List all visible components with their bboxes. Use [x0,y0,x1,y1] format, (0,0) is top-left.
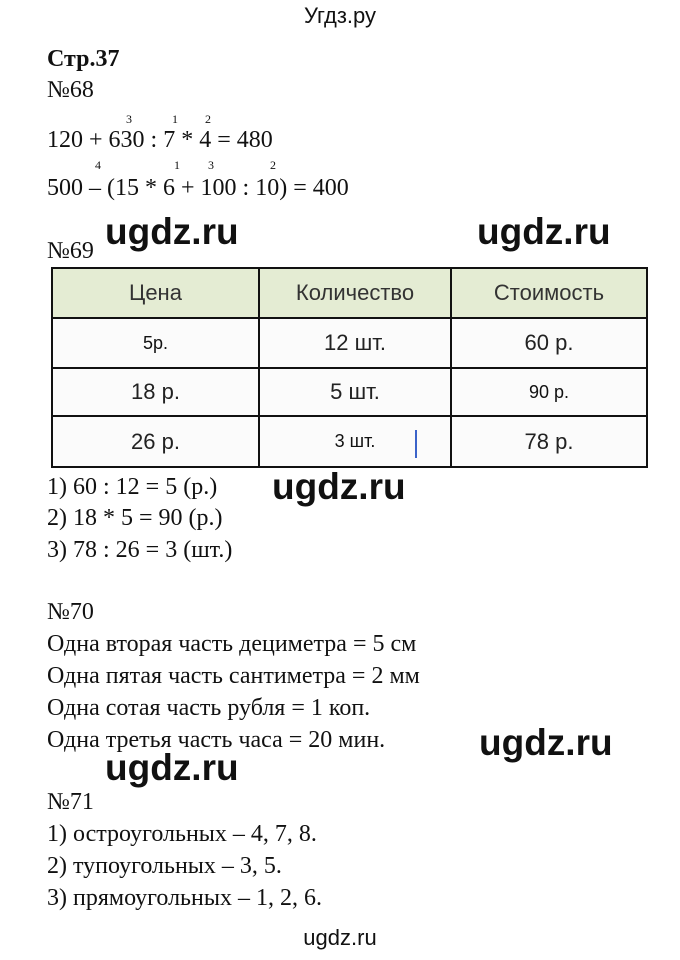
table-cell: 5р. [53,319,260,367]
table-cell: 12 шт. [260,319,452,367]
task70-label: №70 [47,599,94,625]
page-heading: Стр.37 [47,46,120,72]
watermark: ugdz.ru [105,211,239,252]
table-cell: 26 р. [53,417,260,466]
table-header-cell: Количество [260,269,452,317]
task70-line-4: Одна третья часть часа = 20 мин. [47,727,386,753]
order-mark: 2 [270,158,276,172]
order-mark: 3 [208,158,214,172]
text-cursor-mark [415,430,417,458]
task68-expression-1: 120 + 630 : 7 * 4 = 480 [47,127,273,153]
watermark: ugdz.ru [105,747,239,788]
table-row [53,417,646,466]
task69-solution-1: 1) 60 : 12 = 5 (р.) [47,474,218,500]
table-cell: 60 р. [524,330,574,355]
watermark: ugdz.ru [479,722,613,763]
task69-solution-2: 2) 18 * 5 = 90 (р.) [47,505,223,531]
table-cell: 78 р. [524,428,574,454]
order-mark: 1 [174,158,180,172]
table-row [53,319,646,369]
task71-line-2: 2) тупоугольных – 3, 5. [47,853,282,879]
task71-label: №71 [47,789,94,815]
task69-label: №69 [47,238,94,264]
order-mark: 3 [126,112,132,126]
table-cell: 5 шт. [260,369,452,415]
table-cell: 18 р. [53,369,260,415]
site-title: Угдз.ру [303,3,377,28]
table-cell: 90 р. [528,381,570,402]
task68-expression-2: 500 – (15 * 6 + 100 : 10) = 400 [47,175,349,201]
order-mark: 4 [95,158,101,172]
table-cell: 3 шт. [260,417,452,466]
table-row [53,369,646,417]
table-header-row [53,269,646,319]
task71-line-3: 3) прямоугольных – 1, 2, 6. [47,885,322,911]
table-header-cell: Цена [53,269,260,317]
task70-line-1: Одна вторая часть дециметра = 5 см [47,631,417,657]
table-header-cell: Стоимость [493,280,605,305]
task70-line-3: Одна сотая часть рубля = 1 коп. [47,695,371,721]
footer-watermark: ugdz.ru [303,925,377,950]
order-mark: 1 [172,112,178,126]
task68-label: №68 [47,77,94,103]
watermark: ugdz.ru [477,211,611,252]
order-mark: 2 [205,112,211,126]
task69-solution-3: 3) 78 : 26 = 3 (шт.) [47,537,233,563]
task70-line-2: Одна пятая часть сантиметра = 2 мм [47,663,420,689]
task71-line-1: 1) остроугольных – 4, 7, 8. [47,821,317,847]
price-table [51,267,648,468]
watermark: ugdz.ru [272,466,406,507]
